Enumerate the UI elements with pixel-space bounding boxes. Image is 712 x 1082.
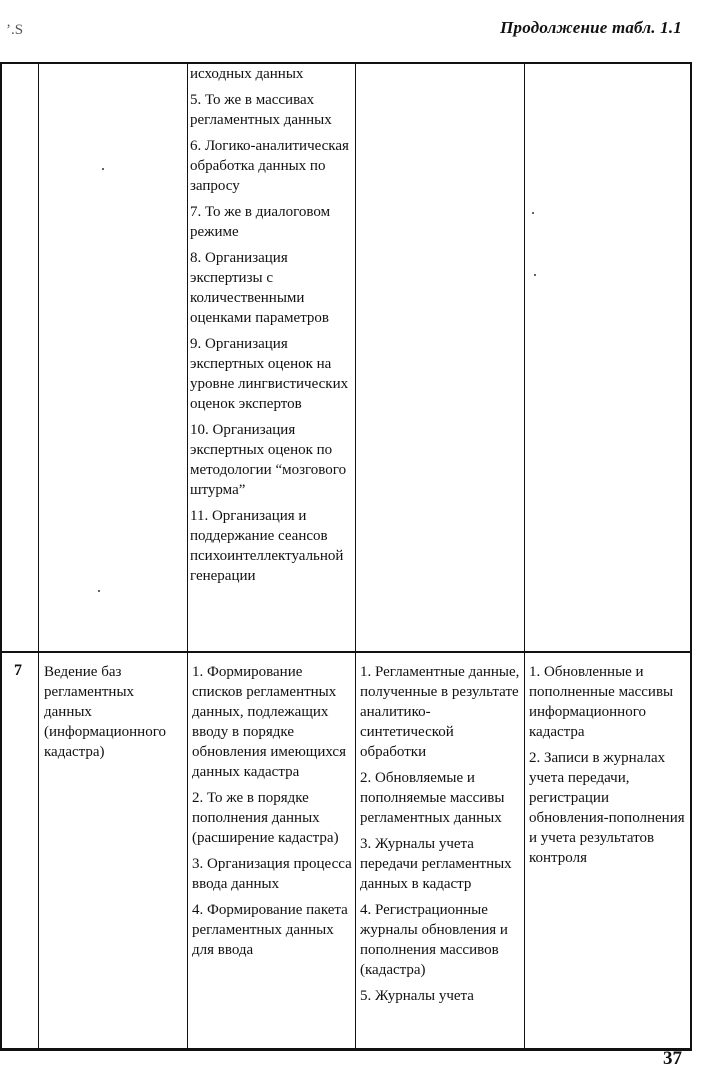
corner-mark: ’.Ѕ bbox=[6, 22, 24, 38]
list-item: 4. Формирование пакета регламентных данных для ввода bbox=[192, 902, 348, 958]
row7-outputs-cell bbox=[529, 662, 689, 874]
list-item: 3. Журналы учета передачи регламентных данных в кадастр bbox=[360, 836, 512, 892]
list-item: 2. То же в порядке пополнения данных (расширение кадастра) bbox=[192, 790, 339, 846]
table-row-divider bbox=[0, 651, 692, 653]
table-right-border bbox=[690, 62, 692, 1051]
table-left-border bbox=[0, 62, 2, 1051]
speck bbox=[532, 212, 534, 214]
list-item: 3. Организация процесса ввода данных bbox=[192, 856, 352, 892]
page-number: 37 bbox=[663, 1048, 682, 1069]
table-bottom-border bbox=[0, 1048, 692, 1051]
cont-row-actions-cell bbox=[190, 64, 355, 592]
list-item: 1. Регламентные данные, полученные в результате аналитико-синтетической обработки bbox=[360, 664, 520, 760]
list-item: 2. Записи в журналах учета передачи, регистрации обновления-пополнения и учета результатов контроля bbox=[529, 750, 685, 866]
row7-inputs-cell bbox=[360, 662, 523, 1012]
col-divider-2 bbox=[187, 62, 188, 1051]
table bbox=[0, 62, 712, 1052]
row7-actions-cell bbox=[192, 662, 354, 966]
list-item: 10. Организация экспертных оценок по методологии “мозгового штурма” bbox=[190, 422, 347, 498]
list-item: 9. Организация экспертных оценок на уровне лингвистических оценок экспертов bbox=[190, 336, 349, 412]
col-divider-1 bbox=[38, 62, 39, 1051]
speck bbox=[98, 590, 100, 592]
list-item: 4. Регистрационные журналы обновления и пополнения массивов (кадастра) bbox=[360, 902, 508, 978]
list-item: 1. Обновленные и пополненные массивы информационного кадастра bbox=[529, 664, 674, 740]
list-item: 7. То же в диалоговом режиме bbox=[190, 204, 331, 240]
list-item: 5. То же в массивах регламентных данных bbox=[190, 92, 332, 128]
speck bbox=[534, 274, 536, 276]
row7-function-cell bbox=[44, 662, 184, 768]
function-name: Ведение баз регламентных данных (информационного кадастра) bbox=[44, 664, 166, 760]
list-item: 2. Обновляемые и пополняемые массивы регламентных данных bbox=[360, 770, 505, 826]
list-item: исходных данных bbox=[190, 66, 304, 82]
row-number: 7 bbox=[14, 662, 22, 679]
list-item: 8. Организация экспертизы с количественными оценками параметров bbox=[190, 250, 330, 326]
table-continuation-title: Продолжение табл. 1.1 bbox=[500, 18, 682, 37]
col-divider-3 bbox=[355, 62, 356, 1051]
col-divider-4 bbox=[524, 62, 525, 1051]
speck bbox=[102, 168, 104, 170]
list-item: 6. Логико-аналитическая обработка данных по запросу bbox=[190, 138, 349, 194]
list-item: 5. Журналы учета bbox=[360, 988, 474, 1004]
list-item: 11. Организация и поддержание сеансов психоинтеллектуальной генерации bbox=[190, 508, 344, 584]
list-item: 1. Формирование списков регламентных данных, подлежащих вводу в порядке обновления имеющихся данных кадастра bbox=[192, 664, 346, 780]
